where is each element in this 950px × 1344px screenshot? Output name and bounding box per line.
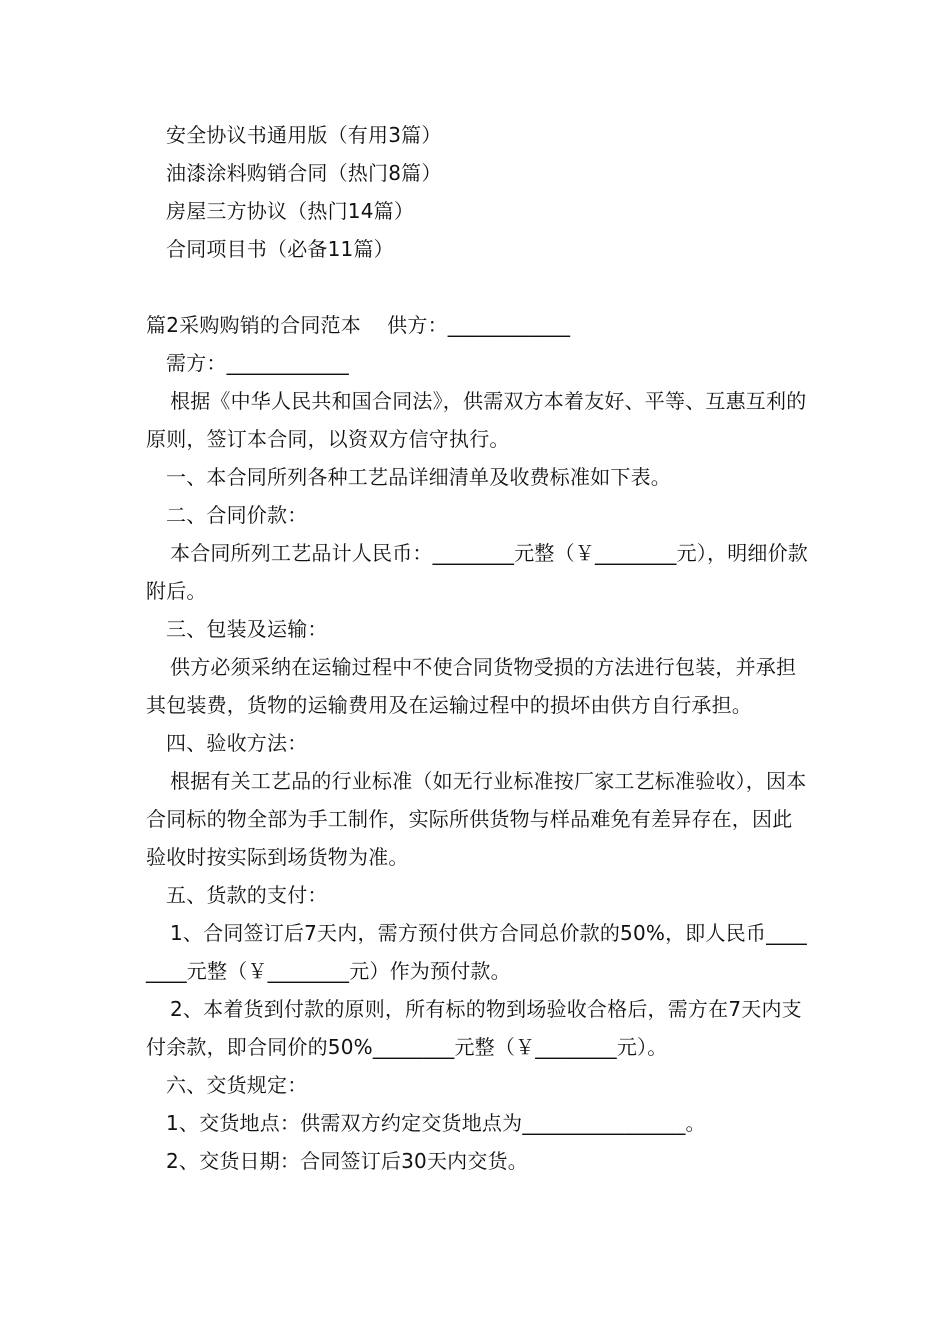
- section-body: 1、合同签订后7天内，需方预付供方合同总价款的50%，即人民币________元整（￥________元）作为预付款。: [146, 921, 807, 983]
- section-body: 2、交货日期：合同签订后30天内交货。: [166, 1149, 528, 1173]
- related-item[interactable]: 安全协议书通用版（有用3篇）: [166, 123, 442, 147]
- supplier-field: 供方：____________: [387, 313, 571, 337]
- section-body: 供方必须采纳在运输过程中不使合同货物受损的方法进行包装，并承担其包装费，货物的运输费用及在运输过程中的损坏由供方自行承担。: [146, 655, 797, 717]
- section-heading: 四、验收方法：: [166, 731, 308, 755]
- section-body: 1、交货地点：供需双方约定交货地点为________________。: [166, 1111, 706, 1135]
- buyer-field: 需方：____________: [166, 351, 349, 375]
- related-item[interactable]: 房屋三方协议（热门14篇）: [166, 199, 415, 223]
- section-heading: 三、包装及运输：: [166, 617, 328, 641]
- section-heading: 六、交货规定：: [166, 1073, 308, 1097]
- intro-paragraph: 根据《中华人民共和国合同法》，供需双方本着友好、平等、互惠互利的原则，签订本合同，以资双方信守执行。: [146, 389, 807, 451]
- spacer: [146, 268, 810, 306]
- section-heading: 五、货款的支付：: [166, 883, 328, 907]
- section-heading: 二、合同价款：: [166, 503, 308, 527]
- section-heading: 一、本合同所列各种工艺品详细清单及收费标准如下表。: [166, 465, 671, 489]
- contract-title: 篇2采购购销的合同范本: [146, 313, 361, 337]
- contract-heading: [146, 306, 810, 344]
- document-body: [146, 116, 810, 1180]
- section-body: 2、本着货到付款的原则，所有标的物到场验收合格后，需方在7天内支付余款，即合同价的50%________元整（￥________元）。: [146, 997, 802, 1059]
- section-body: 本合同所列工艺品计人民币：________元整（￥________元），明细价款附后。: [146, 541, 808, 603]
- related-item[interactable]: 合同项目书（必备11篇）: [166, 237, 394, 261]
- related-item[interactable]: 油漆涂料购销合同（热门8篇）: [166, 161, 442, 185]
- section-body: 根据有关工艺品的行业标准（如无行业标准按厂家工艺标准验收），因本合同标的物全部为手工制作，实际所供货物与样品难免有差异存在，因此验收时按实际到场货物为准。: [146, 769, 807, 869]
